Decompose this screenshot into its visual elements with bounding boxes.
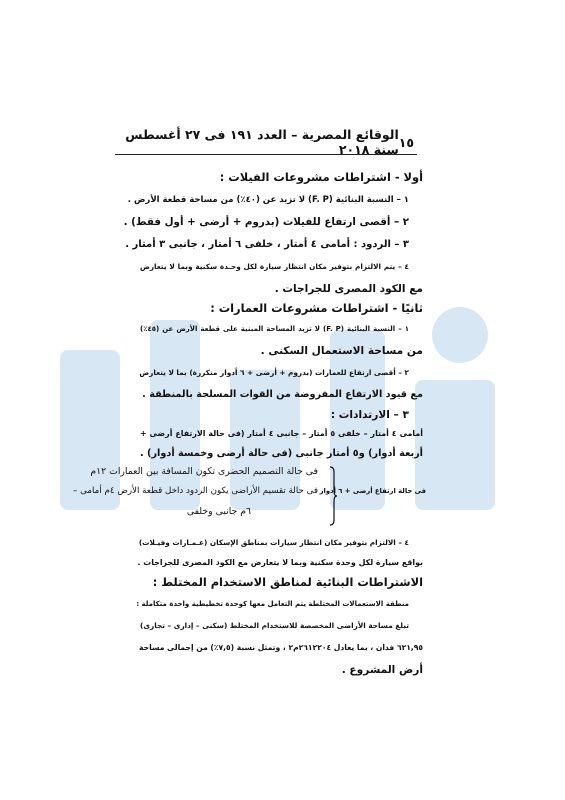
height-conditions-block: [73, 466, 426, 528]
building-item-1: ١ – النسبة البنائية (F. P) لا تزيد المساحة المبنية على قطعة الأرض عن (٤٥٪): [140, 325, 409, 333]
section-title-villas: أولا - اشتراطات مشروعات الفيلات :: [219, 170, 423, 184]
mixed-use-line-2: تبلغ مساحة الأراضى المخصصة للاستخدام المختلط (سكنى – إدارى – تجارى): [140, 621, 409, 630]
building-item-2: ٢ – أقصى ارتفاع للعمارات (بدروم + أرضى + ٦ أدوار متكررة) بما لا يتعارض: [139, 368, 409, 377]
mixed-use-line-3: ٦٢١,٩٥ فدان ، بما يعادل ٢٦١٢٢٠٤م٢ ، وتمثل نسبة (٧,٥٪) من إجمالى مساحة: [139, 643, 423, 652]
mixed-use-line-1: منطقة الاستعمالات المختلطة يتم التعامل معها كوحدة تخطيطية واحدة متكاملة :: [136, 600, 409, 608]
publication-line: الوقائع المصرية – العدد ١٩١ فى ٢٧ أغسطس سنة ٢٠١٨: [125, 127, 399, 157]
curly-brace-icon: [328, 466, 338, 526]
mixed-use-line-4: أرض المشروع .: [341, 664, 423, 676]
building-setbacks: أمامى ٤ أمتار – خلفى ٥ أمتار – جانبى ٤ أمتار (فى حالة الارتفاع أرضى +: [140, 429, 423, 438]
building-item-1-cont: من مساحة الاستعمال السكنى .: [260, 345, 423, 357]
section-title-mixed-use: الاشتراطات البنائية لمناطق الاستخدام المختلط :: [152, 575, 423, 589]
villa-item-1: ١ – النسبة البنائية (F. P) لا تزيد عن (٤٠٪) من مساحة قطعة الأرض .: [127, 195, 409, 205]
building-item-4: ٤ – الالتزام بتوفير مكان انتظار سيارات بمناطق الإسكان (عـمـارات وفيـلات): [138, 538, 409, 547]
brace-line-1: فى حالة التصميم الحضرى تكون المسافة بين العمارات ١٢م: [90, 466, 318, 477]
page-header: [118, 127, 414, 157]
brace-line-2: فى حالة تقسيم الأراضى يكون الردود داخل قطعة الأرض ٤م أمامى –: [73, 486, 318, 496]
building-item-4-cont: بواقع سيارة لكل وحدة سكنية وبما لا يتعارض مع الكود المصرى للجراجات .: [137, 558, 423, 567]
villa-item-4-cont: مع الكود المصرى للجراجات .: [274, 283, 423, 295]
section-title-buildings: ثانيًا - اشتراطات مشروعات العمارات :: [210, 301, 423, 315]
page-number: ١٥: [398, 134, 414, 150]
villa-item-4: ٤ – يتم الالتزام بتوفير مكان انتظار سيارة لكل وحـدة سكنية وبما لا يتعارض: [140, 262, 409, 271]
villa-item-3: ٣ – الردود : أمامى ٤ أمتار ، خلفى ٦ أمتار ، جانبى ٣ أمتار .: [125, 239, 409, 250]
building-item-3: ٣ – الارتدادات :: [330, 409, 409, 421]
building-setbacks-cont: أربعة أدوار) و٥ أمتار جانبى (فى حالة أرضى وخمسة أدوار) .: [139, 448, 423, 459]
building-item-2-cont: مع قيود الارتفاع المفروضة من القوات المسلحة بالمنطقة .: [142, 389, 423, 400]
brace-label: فى حالة ارتفاع أرضى + ٦ أدوار: [319, 487, 426, 495]
header-divider: [115, 154, 417, 155]
villa-item-2: ٢ – أقصى ارتفاع للفيلات (بدروم + أرضى + أول فقط) .: [123, 216, 409, 228]
brace-line-3: ٦م جانبى وخلفى: [186, 506, 251, 517]
